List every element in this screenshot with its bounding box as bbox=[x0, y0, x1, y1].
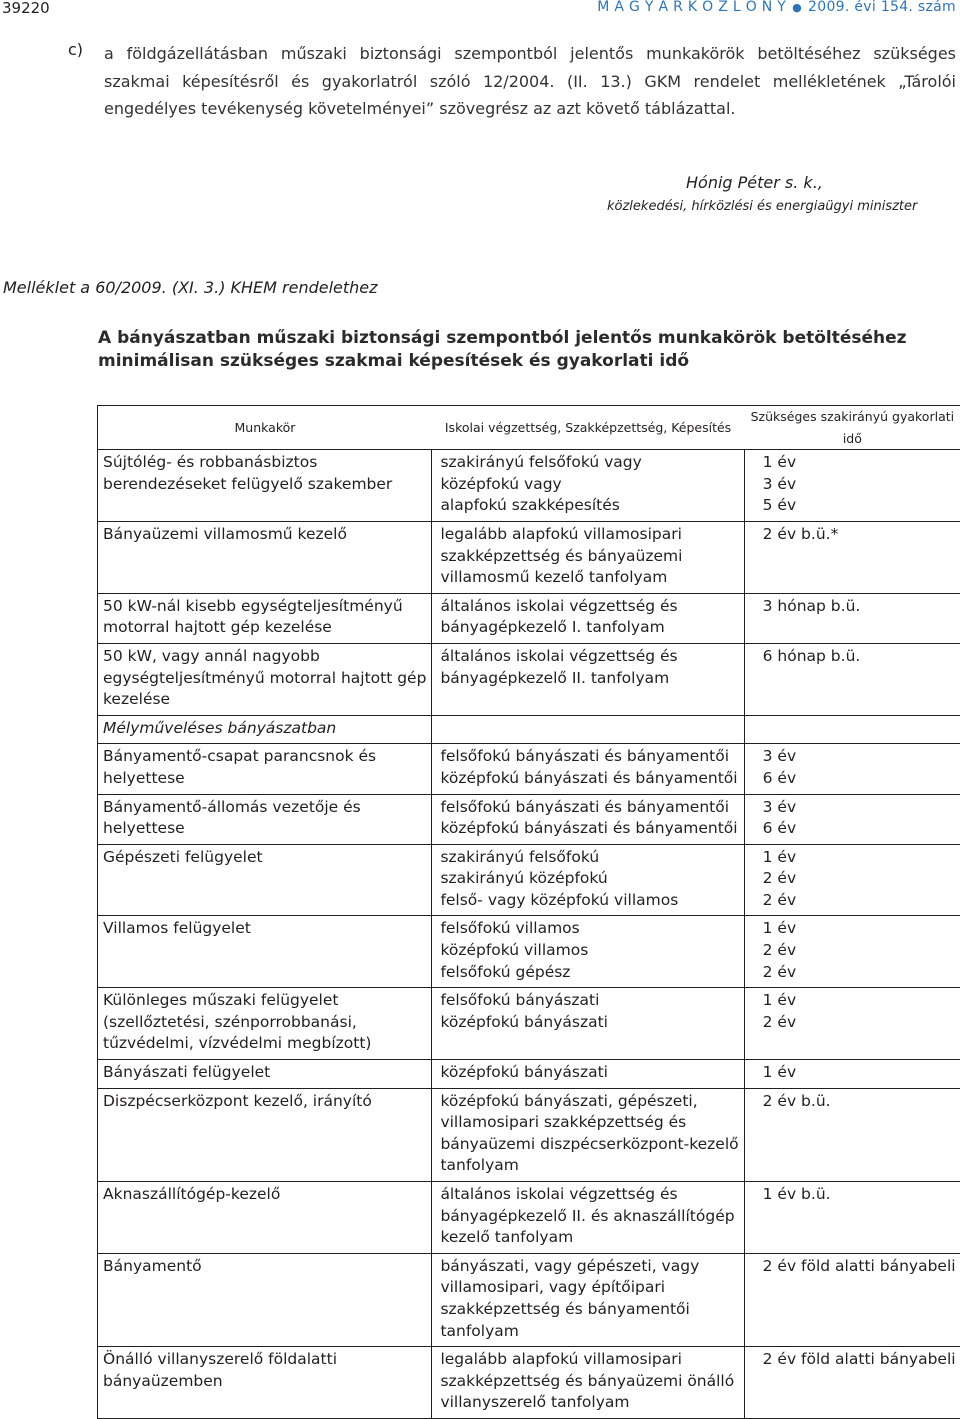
cell-line: szakirányú felsőfokú vagy bbox=[440, 452, 738, 474]
header-practice-time: Szükséges szakirányú gyakorlati idő bbox=[744, 406, 960, 450]
table-row bbox=[98, 794, 960, 844]
cell-line: legalább alapfokú villamosipari bbox=[440, 524, 738, 546]
cell-line: középfokú bányászati és bányamentői bbox=[440, 818, 738, 840]
cell-line: bányaüzemi diszpécserközpont-kezelő bbox=[440, 1134, 738, 1156]
cell-line: Bányamentő-csapat parancsnok és bbox=[103, 746, 426, 768]
education-cell bbox=[432, 744, 744, 794]
education-cell bbox=[432, 715, 744, 744]
cell-line: 2 év b.ü.* bbox=[763, 524, 956, 546]
cell-line: kezelése bbox=[103, 689, 426, 711]
page-number: 39220 bbox=[2, 0, 50, 17]
table-row bbox=[98, 988, 960, 1060]
signatory-name: Hónig Péter s. k., bbox=[686, 173, 823, 192]
cell-line: 2 év bbox=[763, 1012, 956, 1034]
cell-line: 2 év föld alatti bányabeli bbox=[763, 1256, 956, 1278]
practice-time-cell bbox=[744, 521, 960, 593]
cell-line: Villamos felügyelet bbox=[103, 918, 426, 940]
cell-line: 1 év bbox=[763, 847, 956, 869]
cell-line: tanfolyam bbox=[440, 1321, 738, 1343]
education-cell bbox=[432, 1060, 744, 1089]
cell-line: Bányászati felügyelet bbox=[103, 1062, 426, 1084]
cell-line: Diszpécserközpont kezelő, irányító bbox=[103, 1091, 426, 1113]
cell-line: tanfolyam bbox=[440, 1155, 738, 1177]
cell-line: szakképzettség és bányaüzemi önálló bbox=[440, 1371, 738, 1393]
education-cell bbox=[432, 1253, 744, 1346]
practice-time-cell bbox=[744, 593, 960, 643]
cell-line: egységteljesítményű motorral hajtott gép bbox=[103, 668, 426, 690]
cell-line: szakképzettség és bányaüzemi bbox=[440, 546, 738, 568]
cell-line: bányagépkezelő I. tanfolyam bbox=[440, 617, 738, 639]
table-row bbox=[98, 1060, 960, 1089]
cell-line: helyettese bbox=[103, 818, 426, 840]
item-marker: c) bbox=[68, 40, 83, 59]
cell-line: 2 év b.ü. bbox=[763, 1091, 956, 1113]
education-cell bbox=[432, 916, 744, 988]
job-cell bbox=[98, 1088, 432, 1181]
table-row bbox=[98, 916, 960, 988]
cell-line: Bányamentő bbox=[103, 1256, 426, 1278]
job-cell bbox=[98, 1182, 432, 1254]
cell-line: középfokú vagy bbox=[440, 474, 738, 496]
cell-line: felsőfokú bányászati bbox=[440, 990, 738, 1012]
cell-line: (szellőztetési, szénporrobbanási, bbox=[103, 1012, 426, 1034]
bullet-separator: ● bbox=[792, 1, 802, 14]
practice-time-cell bbox=[744, 988, 960, 1060]
cell-line: bányaüzemben bbox=[103, 1371, 426, 1393]
journal-name: M A G Y A R K Ö Z L Ö N Y bbox=[597, 0, 786, 15]
cell-line: 1 év b.ü. bbox=[763, 1184, 956, 1206]
header-education: Iskolai végzettség, Szakképzettség, Képesítés bbox=[432, 406, 744, 450]
cell-line: Aknaszállítógép-kezelő bbox=[103, 1184, 426, 1206]
table-row bbox=[98, 1253, 960, 1346]
education-cell bbox=[432, 988, 744, 1060]
annex-title: A bányászatban műszaki biztonsági szempontból jelentős munkakörök betöltéséhez minimálisan szükséges szakmai képesítések és gyakorlati idő bbox=[98, 327, 918, 373]
cell-line: 2 év bbox=[763, 868, 956, 890]
item-text: a földgázellátásban műszaki biztonsági szempontból jelentős munkakörök betöltéséhez szükséges szakmai képesítésről és gyakorlatról szóló 12/2004. (II. 13.) GKM rendelet mellékletének „Tárolói engedélyes tevékenység követelményei” szövegrész az azt követő táblázattal. bbox=[104, 40, 956, 123]
cell-line: villamosipari, vagy építőipari bbox=[440, 1277, 738, 1299]
cell-line: Sújtólég- és robbanásbiztos bbox=[103, 452, 426, 474]
cell-line: villamosipari szakképzettség és bbox=[440, 1112, 738, 1134]
cell-line: 1 év bbox=[763, 990, 956, 1012]
practice-time-cell bbox=[744, 744, 960, 794]
cell-line: 6 év bbox=[763, 768, 956, 790]
practice-time-cell bbox=[744, 450, 960, 522]
cell-line: 2 év bbox=[763, 962, 956, 984]
cell-line: 6 év bbox=[763, 818, 956, 840]
issue-label: 2009. évi 154. szám bbox=[808, 0, 956, 15]
education-cell bbox=[432, 844, 744, 916]
job-cell bbox=[98, 988, 432, 1060]
cell-line: középfokú bányászati bbox=[440, 1062, 738, 1084]
cell-line: 6 hónap b.ü. bbox=[763, 646, 956, 668]
education-cell bbox=[432, 794, 744, 844]
cell-line: bányászati, vagy gépészeti, vagy bbox=[440, 1256, 738, 1278]
job-cell bbox=[98, 844, 432, 916]
practice-time-cell bbox=[744, 643, 960, 715]
cell-line: középfokú villamos bbox=[440, 940, 738, 962]
cell-line: kezelő tanfolyam bbox=[440, 1227, 738, 1249]
cell-line: felsőfokú bányászati és bányamentői bbox=[440, 746, 738, 768]
practice-time-cell bbox=[744, 1088, 960, 1181]
cell-line: helyettese bbox=[103, 768, 426, 790]
cell-line: alapfokú szakképesítés bbox=[440, 495, 738, 517]
cell-line: általános iskolai végzettség és bbox=[440, 1184, 738, 1206]
cell-line: Önálló villanyszerelő földalatti bbox=[103, 1349, 426, 1371]
practice-time-cell bbox=[744, 844, 960, 916]
job-cell bbox=[98, 593, 432, 643]
job-cell bbox=[98, 916, 432, 988]
practice-time-cell bbox=[744, 794, 960, 844]
cell-line: felsőfokú villamos bbox=[440, 918, 738, 940]
table-row bbox=[98, 844, 960, 916]
qualification-table bbox=[97, 405, 960, 1419]
cell-line: 3 év bbox=[763, 797, 956, 819]
job-cell bbox=[98, 1253, 432, 1346]
cell-line: villanyszerelő tanfolyam bbox=[440, 1392, 738, 1414]
education-cell bbox=[432, 450, 744, 522]
table-row bbox=[98, 715, 960, 744]
cell-line: felsőfokú gépész bbox=[440, 962, 738, 984]
cell-line: motorral hajtott gép kezelése bbox=[103, 617, 426, 639]
cell-line: tűzvédelmi, vízvédelmi megbízott) bbox=[103, 1033, 426, 1055]
table-row bbox=[98, 1088, 960, 1181]
job-cell bbox=[98, 744, 432, 794]
signatory-role: közlekedési, hírközlési és energiaügyi miniszter bbox=[607, 199, 917, 214]
job-cell bbox=[98, 643, 432, 715]
cell-line: 3 év bbox=[763, 746, 956, 768]
cell-line: legalább alapfokú villamosipari bbox=[440, 1349, 738, 1371]
table-row bbox=[98, 643, 960, 715]
cell-line: 1 év bbox=[763, 1062, 956, 1084]
table-row bbox=[98, 1182, 960, 1254]
cell-line: 2 év bbox=[763, 940, 956, 962]
cell-line: Mélyműveléses bányászatban bbox=[103, 718, 426, 740]
cell-line: bányagépkezelő II. és aknaszállítógép bbox=[440, 1206, 738, 1228]
table-header-row bbox=[98, 406, 960, 450]
practice-time-cell bbox=[744, 916, 960, 988]
table-row bbox=[98, 744, 960, 794]
practice-time-cell bbox=[744, 715, 960, 744]
cell-line: 50 kW, vagy annál nagyobb bbox=[103, 646, 426, 668]
job-cell bbox=[98, 450, 432, 522]
cell-line: szakirányú középfokú bbox=[440, 868, 738, 890]
practice-time-cell bbox=[744, 1060, 960, 1089]
practice-time-cell bbox=[744, 1253, 960, 1346]
cell-line: 2 év föld alatti bányabeli bbox=[763, 1349, 956, 1371]
cell-line: 1 év bbox=[763, 918, 956, 940]
cell-line: középfokú bányászati bbox=[440, 1012, 738, 1034]
education-cell bbox=[432, 643, 744, 715]
job-cell bbox=[98, 1060, 432, 1089]
table-row bbox=[98, 593, 960, 643]
cell-line: felső- vagy középfokú villamos bbox=[440, 890, 738, 912]
cell-line: Gépészeti felügyelet bbox=[103, 847, 426, 869]
education-cell bbox=[432, 593, 744, 643]
cell-line: általános iskolai végzettség és bbox=[440, 646, 738, 668]
table-row bbox=[98, 450, 960, 522]
cell-line: Különleges műszaki felügyelet bbox=[103, 990, 426, 1012]
cell-line: 50 kW-nál kisebb egységteljesítményű bbox=[103, 596, 426, 618]
cell-line: 5 év bbox=[763, 495, 956, 517]
table-body bbox=[98, 450, 960, 1419]
cell-line: berendezéseket felügyelő szakember bbox=[103, 474, 426, 496]
education-cell bbox=[432, 1088, 744, 1181]
cell-line: középfokú bányászati és bányamentői bbox=[440, 768, 738, 790]
cell-line: 1 év bbox=[763, 452, 956, 474]
running-header bbox=[597, 0, 956, 15]
cell-line: Bányamentő-állomás vezetője és bbox=[103, 797, 426, 819]
header-job: Munkakör bbox=[98, 406, 432, 450]
cell-line: általános iskolai végzettség és bbox=[440, 596, 738, 618]
job-cell bbox=[98, 794, 432, 844]
cell-line: bányagépkezelő II. tanfolyam bbox=[440, 668, 738, 690]
practice-time-cell bbox=[744, 1182, 960, 1254]
cell-line: szakképzettség és bányamentői bbox=[440, 1299, 738, 1321]
cell-line: Bányaüzemi villamosmű kezelő bbox=[103, 524, 426, 546]
cell-line: villamosmű kezelő tanfolyam bbox=[440, 567, 738, 589]
cell-line: középfokú bányászati, gépészeti, bbox=[440, 1091, 738, 1113]
cell-line: szakirányú felsőfokú bbox=[440, 847, 738, 869]
education-cell bbox=[432, 521, 744, 593]
table-row bbox=[98, 521, 960, 593]
education-cell bbox=[432, 1182, 744, 1254]
cell-line: felsőfokú bányászati és bányamentői bbox=[440, 797, 738, 819]
cell-line: 3 év bbox=[763, 474, 956, 496]
cell-line: 2 év bbox=[763, 890, 956, 912]
job-cell bbox=[98, 715, 432, 744]
annex-label: Melléklet a 60/2009. (XI. 3.) KHEM rendelethez bbox=[3, 278, 378, 297]
job-cell bbox=[98, 521, 432, 593]
cell-line: 3 hónap b.ü. bbox=[763, 596, 956, 618]
